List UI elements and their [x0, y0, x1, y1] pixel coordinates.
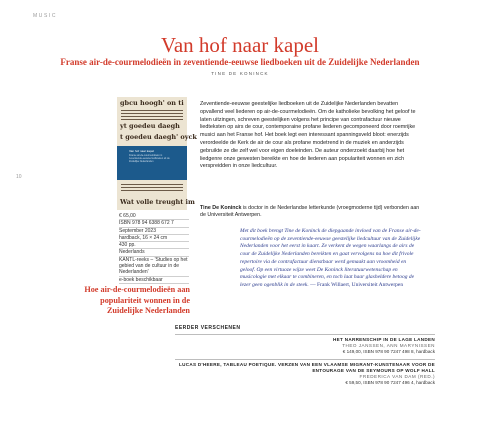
section-label: MUSIC	[33, 13, 58, 19]
divider	[175, 334, 435, 335]
book-price: € 65,00	[119, 213, 189, 220]
cover-title-band	[117, 146, 187, 180]
earlier-item	[175, 337, 435, 355]
article-author: TINE DE KONINCK	[211, 71, 269, 76]
page-number: 10	[16, 174, 22, 180]
cover-gothic-text: Wat volle treught im	[120, 198, 195, 206]
author-bio	[200, 205, 420, 219]
earlier-item-title: LUCAS D'HEERE, TABLEAU POETIQUE. VERZEN VAN EEN VLAAMSE MIGRANT-KUNSTENAAR VOOR DE ENTOURAGE VAN DE SEYMOURS OP WOLF HALL	[179, 362, 435, 373]
cover-staff-line	[121, 113, 183, 114]
cover-staff-line	[121, 110, 183, 111]
earlier-item-authors: FREDERICA VAN DAM (RED.)	[359, 374, 435, 379]
earlier-item-authors: THEO JANSSEN, ANN MARYNISSEN	[342, 343, 435, 348]
book-date: September 2023	[119, 228, 189, 235]
review-quote	[240, 228, 422, 290]
book-cover	[117, 97, 197, 210]
pull-quote: Hoe air-de-courmelodieën aan populariteit wonnen in de Zuidelijke Nederlanden	[84, 285, 190, 315]
divider	[175, 359, 435, 360]
cover-staff-line	[121, 184, 183, 185]
cover-staff-line	[121, 187, 183, 188]
body-paragraph: Zeventiende-eeuwse geestelijke liedboeken uit de Zuidelijke Nederlanden bevatten opvallend veel liederen op air-de-courmelodieën. Om de katholieke bevolking het geloof te laten uitzingen, schreven geestelijken volgens het principe van contrafactuur nieuwe liedteksten op airs de cour, contemporaine profane liederen gecomponeerd door roemrijke musici aan het Franse hof. Het boek legt een interessant spanningsveld bloot: enerzijds verordeelde de Kerk de air de cour als profane modetrend in de muziek en anderzijds gebruikte ze die zelf wel voor eigen doeleinden. De auteur onderzoekt daarbij hoe het liedgenre onze gewesten bereikte en hoe de liederen aan populariteit wonnen en zich verspreidden in onze liedcultuur.	[200, 101, 416, 170]
cover-gothic-text: yt goedeu daegh	[120, 122, 180, 130]
cover-staff-line	[121, 116, 183, 117]
earlier-heading: EERDER VERSCHENEN	[175, 325, 241, 331]
earlier-item-details: € 149,00, ISBN 978 90 7247 498 8, hardback	[342, 349, 435, 354]
quote-text: Met dit boek brengt Tine de Koninck de diepgaande invloed van de Franse air-de-courmelodieën op de zeventiende-eeuwse geestelijke liedcultuur van de Zuidelijke Nederlanden voor het eerst in kaart. Ze verkent de wegen waarlangs de airs de cour de Zuidelijke Nederlanden bereikten en gaat vervolgens na hoe dit frivole repertoire via de contrafactuur dienstbaar werd gemaakt aan vroomheid en geloof. Op een virtuoze wijze weet De Koninck literatuurwetenschap en musicologie met elkaar te combineren, en toch laat haar glasheldere betoog de lezer geen ogenblik in de steek.	[240, 228, 421, 288]
book-meta	[119, 213, 189, 284]
earlier-item-details: € 59,50, ISBN 978 90 7247 496 4, hardback	[345, 380, 435, 385]
cover-subtitle: Franse air-de-courmelodieën in zeventiende-eeuwse liedboeken uit de Zuidelijke Nederlanden	[129, 154, 170, 163]
book-ebook: e-boek beschikbaar	[119, 277, 189, 284]
book-language: Nederlands	[119, 249, 189, 256]
cover-gothic-text: gbcu hoogh' on ti	[120, 99, 184, 107]
earlier-item-title: HET NARRENSCHIP IN DE LAGE LANDEN	[333, 337, 435, 342]
bio-text: is doctor in de Nederlandse letterkunde (vroegmoderne tijd) verbonden aan de Universiteit Antwerpen.	[200, 205, 420, 218]
book-format: hardback, 16 × 24 cm	[119, 235, 189, 242]
bio-name: Tine De Koninck	[200, 205, 242, 211]
cover-staff-line	[121, 190, 183, 191]
article-subtitle: Franse air-de-courmelodieën in zeventiende-eeuwse liedboeken uit de Zuidelijke Nederlanden	[60, 57, 420, 67]
cover-gothic-text: t goedeu daegh' oyck	[120, 133, 197, 141]
article-body	[200, 101, 420, 171]
book-pages: 430 pp.	[119, 242, 189, 249]
earlier-item	[175, 362, 435, 386]
quote-attribution: — Frank Willaert, Universiteit Antwerpen	[308, 281, 404, 288]
book-series: KANTL-reeks – 'Studies op het gebied van de cultuur in de Nederlanden'	[119, 256, 188, 276]
cover-staff-line	[121, 119, 183, 120]
book-isbn: ISBN 978 94 6388 672 7	[119, 220, 189, 227]
article-title: Van hof naar kapel	[160, 33, 319, 57]
cover-title: Van hof naar kapel	[129, 149, 154, 153]
